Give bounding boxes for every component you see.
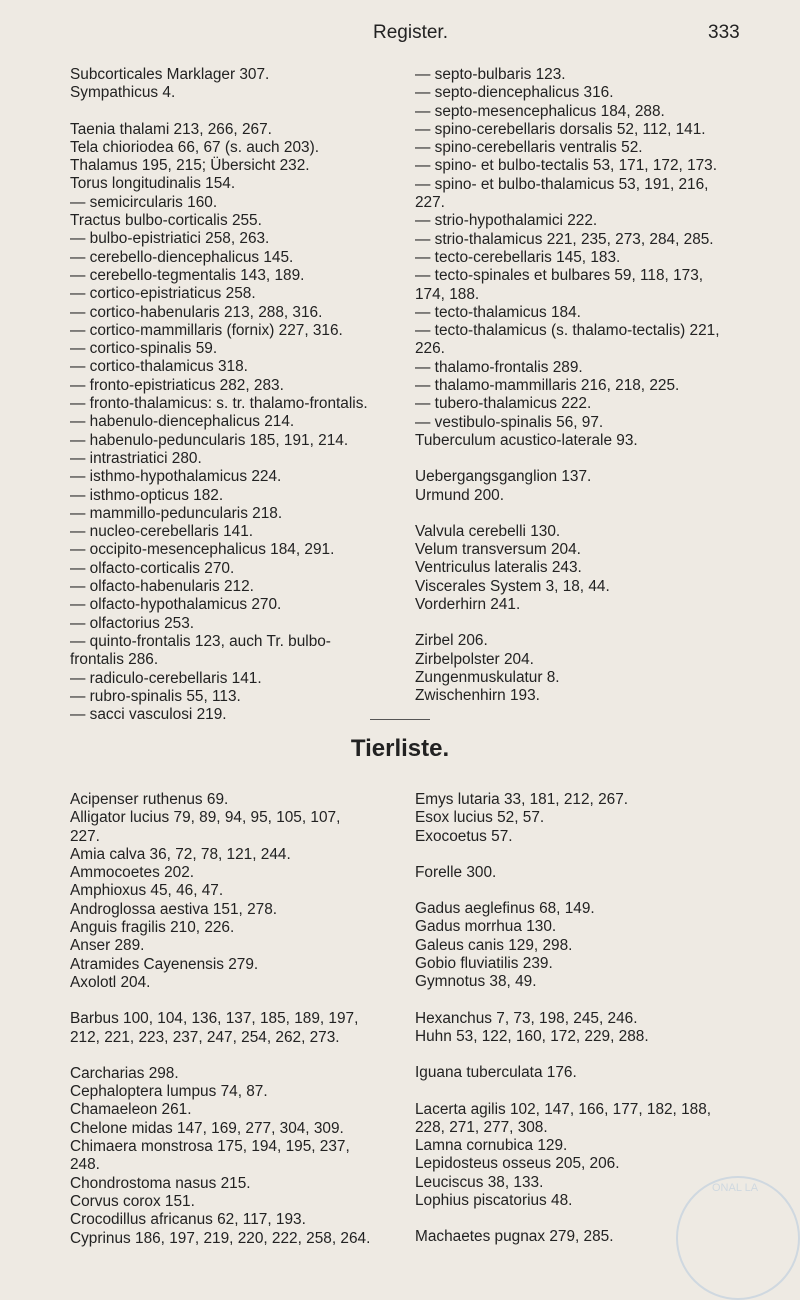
index-entry: 212, 221, 223, 237, 247, 254, 262, 273. xyxy=(70,1028,340,1046)
index-entry: — tecto-thalamicus (s. thalamo-tectalis) 221, xyxy=(415,322,720,340)
section-title: Tierliste. xyxy=(350,735,450,762)
index-entry: Tela chioriodea 66, 67 (s. auch 203). xyxy=(70,138,319,156)
index-entry: Crocodillus africanus 62, 117, 193. xyxy=(70,1211,306,1229)
index-entry: — habenulo-peduncularis 185, 191, 214. xyxy=(70,431,349,449)
index-entry: — nucleo-cerebellaris 141. xyxy=(70,523,254,541)
page-header xyxy=(0,22,800,52)
index-entry: Chamaeleon 261. xyxy=(70,1101,192,1119)
index-entry: — cortico-habenularis 213, 288, 316. xyxy=(70,303,323,321)
index-entry: 227. xyxy=(415,194,445,212)
index-entry: Barbus 100, 104, 136, 137, 185, 189, 197, xyxy=(70,1010,359,1028)
library-stamp xyxy=(676,1176,800,1300)
index-entry: — strio-thalamicus 221, 235, 273, 284, 285. xyxy=(415,230,714,248)
index-entry: Tuberculum acustico-laterale 93. xyxy=(415,431,638,449)
index-entry: — semicircularis 160. xyxy=(70,193,218,211)
index-entry: Zungenmuskulatur 8. xyxy=(415,668,560,686)
entry-gap xyxy=(415,614,745,632)
section-divider xyxy=(370,719,430,720)
entry-gap xyxy=(415,1083,745,1101)
index-entry: — bulbo-epistriatici 258, 263. xyxy=(70,230,270,248)
index-entry: Anser 289. xyxy=(70,937,145,955)
index-entry: — olfacto-habenularis 212. xyxy=(70,578,254,596)
index-entry: Lophius piscatorius 48. xyxy=(415,1192,573,1210)
index-entry: Taenia thalami 213, 266, 267. xyxy=(70,120,272,138)
index-entry: Sympathicus 4. xyxy=(70,84,176,102)
index-entry: Torus longitudinalis 154. xyxy=(70,175,236,193)
index-entry: Zwischenhirn 193. xyxy=(415,687,540,705)
index-entry: — cerebello-tegmentalis 143, 189. xyxy=(70,266,305,284)
index-entry: Subcorticales Marklager 307. xyxy=(70,66,270,83)
index-entry: — isthmo-hypothalamicus 224. xyxy=(70,468,282,486)
entry-gap xyxy=(70,992,406,1010)
index-entry: — radiculo-cerebellaris 141. xyxy=(70,669,262,687)
index-entry: Hexanchus 7, 73, 198, 245, 246. xyxy=(415,1009,638,1027)
index-entry: Galeus canis 129, 298. xyxy=(415,936,573,954)
index-entry: — spino-cerebellaris ventralis 52. xyxy=(415,139,643,157)
index-entry: 174, 188. xyxy=(415,285,480,303)
index-entry: — thalamo-mammillaris 216, 218, 225. xyxy=(415,377,680,395)
entry-gap xyxy=(70,103,406,121)
index-entry: — cortico-spinalis 59. xyxy=(70,340,218,358)
index-entry: Chondrostoma nasus 215. xyxy=(70,1174,251,1192)
index-entry: Corvus corox 151. xyxy=(70,1192,195,1210)
index-entry: Emys lutaria 33, 181, 212, 267. xyxy=(415,791,629,808)
index-entry: Lepidosteus osseus 205, 206. xyxy=(415,1155,620,1173)
index-entry: Machaetes pugnax 279, 285. xyxy=(415,1228,614,1246)
index-entry: — habenulo-diencephalicus 214. xyxy=(70,413,295,431)
entry-gap xyxy=(415,992,745,1010)
index-entry: 248. xyxy=(70,1156,100,1174)
index-entry: Anguis fragilis 210, 226. xyxy=(70,919,235,937)
index-entry: Velum transversum 204. xyxy=(415,541,581,559)
index-entry: — septo-bulbaris 123. xyxy=(415,66,566,83)
index-entry: Atramides Cayenensis 279. xyxy=(70,955,259,973)
index-entry: — mammillo-peduncularis 218. xyxy=(70,504,283,522)
index-entry: Lamna cornubica 129. xyxy=(415,1137,568,1155)
index-entry: — occipito-mesencephalicus 184, 291. xyxy=(70,541,335,559)
index-entry: Chimaera monstrosa 175, 194, 195, 237, xyxy=(70,1138,350,1156)
index-entry: Cyprinus 186, 197, 219, 220, 222, 258, 264. xyxy=(70,1229,371,1247)
entry-gap xyxy=(70,1047,406,1065)
index-entry: Zirbel 206. xyxy=(415,632,488,650)
entry-gap xyxy=(415,450,745,468)
index-entry: Ventriculus lateralis 243. xyxy=(415,559,582,577)
index-entry: — olfacto-hypothalamicus 270. xyxy=(70,596,282,614)
index-entry: — cortico-mammillaris (fornix) 227, 316. xyxy=(70,321,343,339)
entry-gap xyxy=(415,882,745,900)
index-entry: — septo-diencephalicus 316. xyxy=(415,84,614,102)
index-entry: Vorderhirn 241. xyxy=(415,596,521,614)
index-entry: Amphioxus 45, 46, 47. xyxy=(70,882,224,900)
index-column-left-top xyxy=(70,66,406,724)
index-entry: — quinto-frontalis 123, auch Tr. bulbo- xyxy=(70,632,331,650)
entry-gap xyxy=(415,1046,745,1064)
index-entry: — spino-cerebellaris dorsalis 52, 112, 141. xyxy=(415,120,706,138)
index-entry: Uebergangsganglion 137. xyxy=(415,468,592,486)
running-title: Register. xyxy=(373,22,448,43)
index-entry: Gadus morrhua 130. xyxy=(415,918,557,936)
index-entry: Gobio fluviatilis 239. xyxy=(415,955,553,973)
index-entry: Huhn 53, 122, 160, 172, 229, 288. xyxy=(415,1027,649,1045)
index-entry: Valvula cerebelli 130. xyxy=(415,522,561,540)
index-entry: — rubro-spinalis 55, 113. xyxy=(70,687,241,705)
index-entry: Amia calva 36, 72, 78, 121, 244. xyxy=(70,845,291,863)
index-entry: — cortico-epistriaticus 258. xyxy=(70,285,256,303)
index-entry: Iguana tuberculata 176. xyxy=(415,1064,577,1082)
index-entry: — sacci vasculosi 219. xyxy=(70,706,227,724)
index-entry: Leuciscus 38, 133. xyxy=(415,1173,544,1191)
index-column-right-top xyxy=(415,66,745,706)
index-entry: Viscerales System 3, 18, 44. xyxy=(415,577,610,595)
index-entry: Exocoetus 57. xyxy=(415,827,513,845)
index-entry: — tecto-thalamicus 184. xyxy=(415,303,581,321)
index-entry: Ammocoetes 202. xyxy=(70,864,195,882)
entry-gap xyxy=(415,505,745,523)
index-entry: frontalis 286. xyxy=(70,651,159,669)
index-entry: Forelle 300. xyxy=(415,863,497,881)
index-entry: — vestibulo-spinalis 56, 97. xyxy=(415,413,604,431)
entry-gap xyxy=(415,846,745,864)
index-entry: Gadus aeglefinus 68, 149. xyxy=(415,900,595,918)
index-entry: — tecto-cerebellaris 145, 183. xyxy=(415,248,621,266)
library-stamp-text: ONAL LA xyxy=(712,1182,759,1194)
index-entry: — fronto-thalamicus: s. tr. thalamo-frontalis. xyxy=(70,395,368,413)
index-entry: 228, 271, 277, 308. xyxy=(415,1118,548,1136)
index-entry: Gymnotus 38, 49. xyxy=(415,973,537,991)
index-entry: Esox lucius 52, 57. xyxy=(415,809,545,827)
index-entry: — strio-hypothalamici 222. xyxy=(415,212,598,230)
index-entry: Axolotl 204. xyxy=(70,973,151,991)
index-entry: Tractus bulbo-corticalis 255. xyxy=(70,212,262,230)
index-entry: — cortico-thalamicus 318. xyxy=(70,358,248,376)
index-entry: 226. xyxy=(415,340,445,358)
index-entry: — tecto-spinales et bulbares 59, 118, 173, xyxy=(415,267,704,285)
index-entry: — spino- et bulbo-tectalis 53, 171, 172, 173. xyxy=(415,157,718,175)
index-entry: Cephaloptera lumpus 74, 87. xyxy=(70,1083,268,1101)
page-number: 333 xyxy=(708,22,740,43)
index-entry: — tubero-thalamicus 222. xyxy=(415,395,592,413)
index-entry: Acipenser ruthenus 69. xyxy=(70,791,229,808)
index-entry: — spino- et bulbo-thalamicus 53, 191, 216, xyxy=(415,175,709,193)
index-entry: — thalamo-frontalis 289. xyxy=(415,358,583,376)
index-entry: — septo-mesencephalicus 184, 288. xyxy=(415,102,665,120)
index-entry: Thalamus 195, 215; Übersicht 232. xyxy=(70,157,310,175)
index-entry: — olfacto-corticalis 270. xyxy=(70,559,235,577)
index-entry: Carcharias 298. xyxy=(70,1064,179,1082)
index-entry: Chelone midas 147, 169, 277, 304, 309. xyxy=(70,1119,344,1137)
index-entry: Alligator lucius 79, 89, 94, 95, 105, 107, xyxy=(70,809,341,827)
index-entry: — isthmo-opticus 182. xyxy=(70,486,224,504)
index-entry: Androglossa aestiva 151, 278. xyxy=(70,900,278,918)
index-entry: 227. xyxy=(70,827,100,845)
index-entry: — fronto-epistriaticus 282, 283. xyxy=(70,376,284,394)
index-entry: Lacerta agilis 102, 147, 166, 177, 182, 188, xyxy=(415,1100,712,1118)
index-entry: — intrastriatici 280. xyxy=(70,449,202,467)
index-entry: — cerebello-diencephalicus 145. xyxy=(70,248,294,266)
animal-list-column-right xyxy=(415,791,745,1247)
index-entry: Zirbelpolster 204. xyxy=(415,650,534,668)
index-entry: Urmund 200. xyxy=(415,486,504,504)
index-entry: — olfactorius 253. xyxy=(70,614,195,632)
animal-list-column-left xyxy=(70,791,406,1248)
